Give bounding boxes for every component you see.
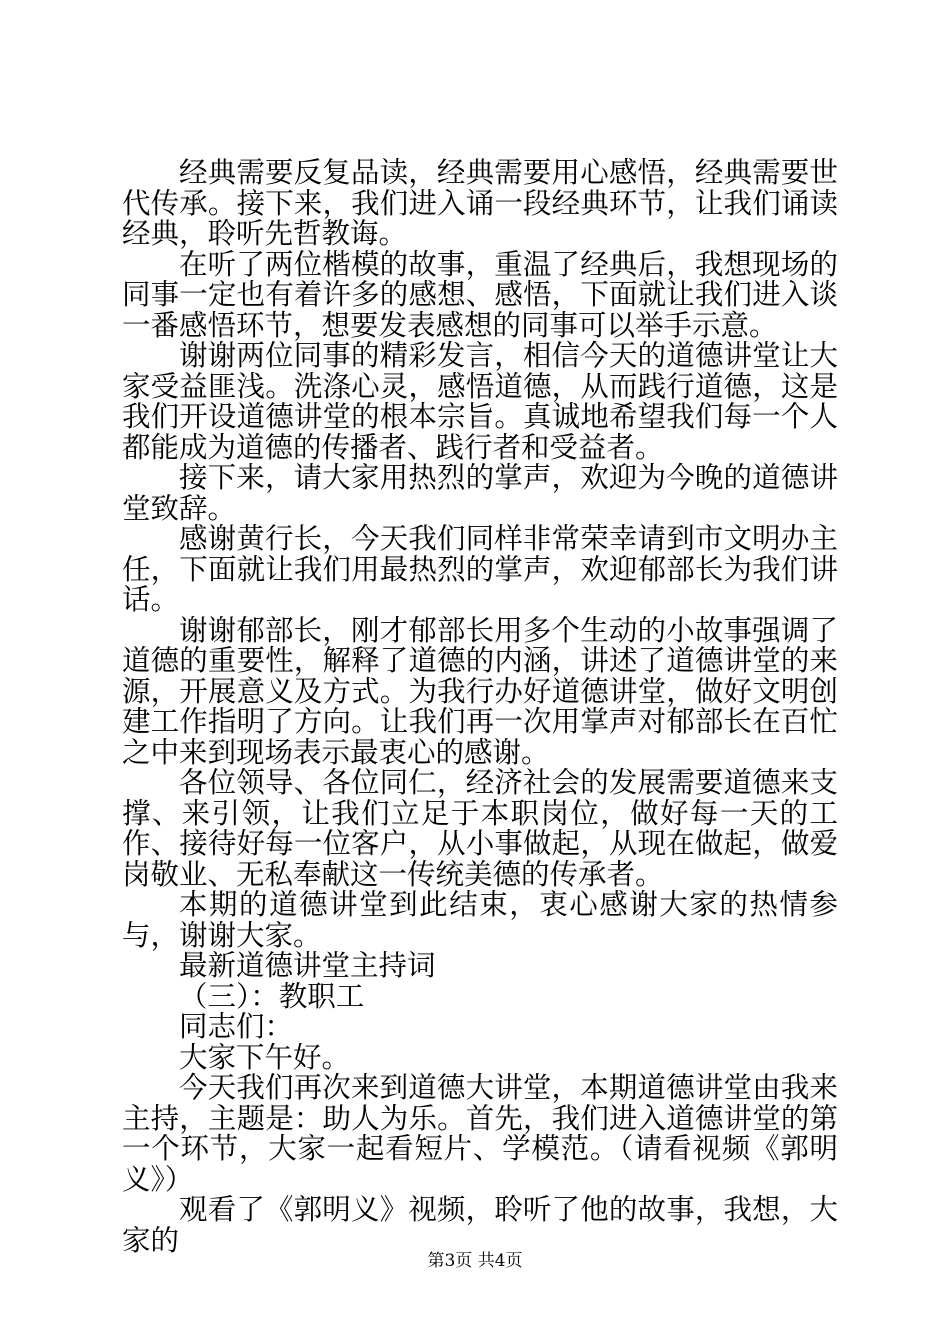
paragraph-5: 感谢黄行长，今天我们同样非常荣幸请到市文明办主任，下面就让我们用最热烈的掌声，欢迎郁部长为我们讲话。 (122, 522, 838, 616)
salutation: 同志们： (179, 1010, 294, 1043)
paragraph-13: 今天我们再次来到道德大讲堂，本期道德讲堂由我来主持，主题是：助人为乐。首先，我们进入道德讲堂的第一个环节，大家一起看短片、学模范。（请看视频《郭明义》） (122, 1071, 838, 1196)
paragraph-14: 观看了《郭明义》视频，聆听了他的故事，我想，大家的 (122, 1193, 838, 1257)
paragraph-8: 本期的道德讲堂到此结束，衷心感谢大家的热情参与，谢谢大家。 (122, 888, 838, 952)
section-subtitle: （三）：教职工 (179, 979, 365, 1013)
paragraph-2: 在听了两位楷模的故事，重温了经典后，我想现场的同事一定也有着许多的感想、感悟，下面就让我们进入谈一番感悟环节，想要发表感想的同事可以举手示意。 (122, 247, 838, 342)
paragraph-1: 经典需要反复品读，经典需要用心感悟，经典需要世代传承。接下来，我们进入诵一段经典环节，让我们诵读经典，聆听先哲教诲。 (122, 156, 838, 250)
paragraph-6: 谢谢郁部长，刚才郁部长用多个生动的小故事强调了道德的重要性，解释了道德的内涵，讲述了道德讲堂的来源，开展意义及方式。为我行办好道德讲堂，做好文明创建工作指明了方向。让我们再一次用掌声对郁部长在百忙之中来到现场表示最衷心的感谢。 (122, 613, 838, 769)
page-number-footer: 第3页 共4页 (427, 1251, 523, 1271)
section-title: 最新道德讲堂主持词 (179, 949, 436, 982)
paragraph-7: 各位领导、各位同仁，经济社会的发展需要道德来支撑、来引领，让我们立足于本职岗位，做好每一天的工作、接待好每一位客户，从小事做起，从现在做起，做爱岗敬业、无私奉献这一传统美德的传承者。 (122, 766, 838, 891)
document-body (122, 158, 838, 1256)
paragraph-3: 谢谢两位同事的精彩发言，相信今天的道德讲堂让大家受益匪浅。洗涤心灵，感悟道德，从而践行道德，这是我们开设道德讲堂的根本宗旨。真诚地希望我们每一个人都能成为道德的传播者、践行者和受益者。 (122, 339, 838, 464)
greeting: 大家下午好。 (179, 1040, 351, 1074)
paragraph-4: 接下来，请大家用热烈的掌声，欢迎为今晚的道德讲堂致辞。 (122, 461, 838, 525)
